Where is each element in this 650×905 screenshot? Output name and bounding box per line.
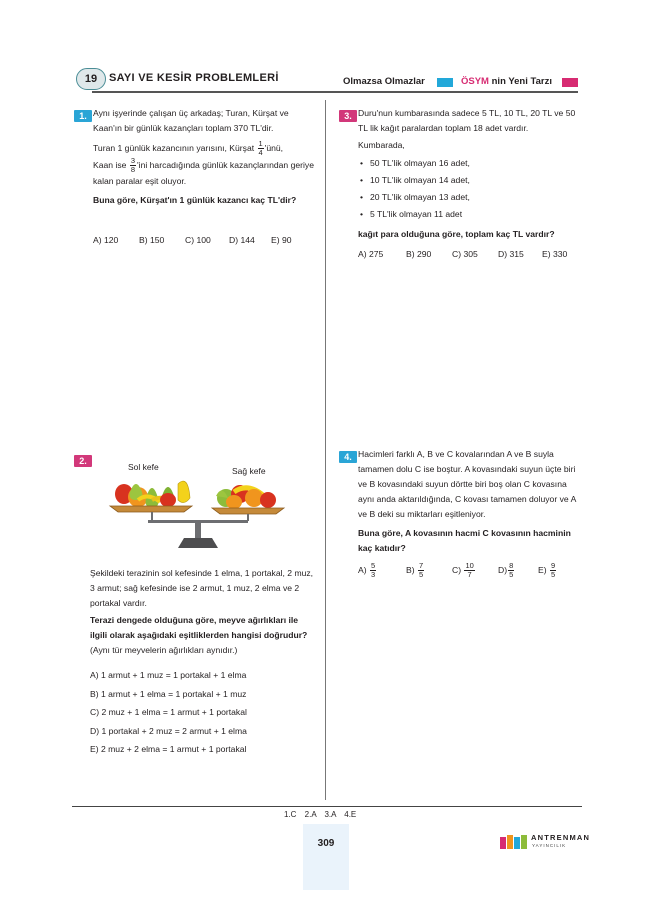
q3-bullet-list (358, 155, 580, 223)
q3-text-2: Kumbarada, (358, 140, 405, 150)
q1-fraction-2 (130, 157, 136, 174)
question-number-1: 1. (74, 110, 92, 122)
choice-b[interactable]: B) 1 armut + 1 elma = 1 portakal + 1 muz (90, 688, 247, 699)
choice-letter: D) (498, 564, 508, 575)
frac-den: 7 (467, 570, 472, 579)
choice-fraction (464, 562, 474, 579)
choice-d[interactable] (498, 562, 538, 579)
choice-d[interactable]: D) 1 portakal + 2 muz = 2 armut + 1 elma (90, 725, 247, 736)
frac-num: 3 (130, 156, 136, 165)
osym-rest: nin Yeni Tarzı (488, 76, 552, 87)
q1-text-2 (93, 140, 315, 189)
q4-question: Buna göre, A kovasının hacmi C kovasının hacminin kaç katıdır? (358, 528, 571, 553)
q3-question: kağıt para olduğuna göre, toplam kaç TL vardır? (358, 229, 555, 239)
choice-fraction (418, 562, 424, 579)
choice-fraction (370, 562, 376, 579)
q1-text-2c: Kaan ise (93, 159, 127, 170)
q1-fraction-1 (258, 140, 264, 157)
frac-den: 4 (258, 148, 263, 157)
frac-num: 9 (550, 561, 556, 570)
frac-num: 8 (509, 561, 514, 570)
q2-question (90, 613, 316, 658)
q4-text-1: Hacimleri farklı A, B ve C kovalarından A ve B suyla tamamen dolu C ise boştur. A kovasındaki suyun üçte biri ve B kovasındaki suyun dörtte biri boş olan C kovasına aynı anda aktarıldığında, C kovası tamamen doluyor ve A ve B deki su miktarları eşitleniyor. (358, 449, 576, 519)
q1-choices (93, 235, 311, 245)
choice-c[interactable]: C) 100 (185, 235, 211, 245)
q1-text-2d: 'ini harcadığında günlük kazançlarından geriye kalan paralar eşit oluyor. (93, 159, 314, 186)
choice-e[interactable]: E) 90 (271, 235, 292, 245)
header-rule (92, 91, 578, 93)
choice-b[interactable]: B) 150 (139, 235, 165, 245)
antrenman-logo-icon (500, 833, 530, 853)
choice-d[interactable]: D) 144 (229, 235, 255, 245)
choice-letter: B) (406, 564, 415, 575)
section-title: SAYI VE KESİR PROBLEMLERİ (109, 72, 279, 84)
frac-num: 5 (370, 561, 376, 570)
column-divider (325, 100, 326, 800)
frac-den: 8 (130, 165, 136, 174)
choice-fraction (550, 562, 556, 579)
right-fruits (216, 485, 276, 509)
choice-b[interactable]: B) 290 (406, 249, 432, 259)
question-number-2: 2. (74, 455, 92, 467)
balance-scale-illustration (108, 470, 290, 552)
choice-a[interactable]: A) 275 (358, 249, 384, 259)
footer-rule (72, 806, 582, 807)
choice-c[interactable] (452, 562, 498, 579)
choice-fraction (508, 562, 514, 579)
pink-marker (562, 78, 578, 87)
osym-brand: ÖSYM (461, 76, 489, 87)
header-label-olmazsa: Olmazsa Olmazlar (343, 76, 425, 87)
question-1 (93, 106, 315, 208)
question-number-4: 4. (339, 451, 357, 463)
q3-bullet: • 20 TL'lik olmayan 13 adet, (358, 189, 580, 206)
q3-bullet: • 5 TL'lik olmayan 11 adet (358, 206, 580, 223)
q1-text-1: Aynı işyerinde çalışan üç arkadaş; Turan, Kürşat ve Kaan'ın bir günlük kazançları toplam 370 TL'dir. (93, 108, 289, 133)
choice-e[interactable]: E) 330 (542, 249, 568, 259)
frac-den: 5 (550, 570, 556, 579)
header-label-osym (461, 76, 552, 87)
cyan-marker (437, 78, 453, 87)
logo-text: ANTRENMAN (531, 833, 591, 842)
choice-letter: E) (538, 564, 547, 575)
frac-num: 1 (258, 139, 263, 148)
q3-text-1: Duru'nun kumbarasında sadece 5 TL, 10 TL, 20 TL ve 50 TL lik kağıt paralardan toplam 18 adet vardır. (358, 108, 576, 133)
q1-text-2b: 'ünü, (264, 142, 284, 153)
choice-a[interactable]: A) 1 armut + 1 muz = 1 portakal + 1 elma (90, 670, 247, 680)
q2-question-main: Terazi dengede olduğuna göre, meyve ağırlıkları ile ilgili olarak aşağıdaki eşitliklerden hangisi doğrudur? (90, 615, 308, 640)
q1-text-2a: Turan 1 günlük kazancının yarısını, Kürşat (93, 142, 255, 153)
q4-choices (358, 562, 578, 579)
q3-bullet: • 10 TL'lik olmayan 14 adet, (358, 172, 580, 189)
choice-c[interactable]: C) 2 muz + 1 elma = 1 armut + 1 portakal (90, 707, 247, 717)
choice-letter: C) (452, 564, 462, 575)
choice-e[interactable] (538, 562, 578, 579)
frac-den: 3 (370, 570, 376, 579)
q1-question: Buna göre, Kürşat'ın 1 günlük kazancı kaç TL'dir? (93, 195, 297, 205)
choice-b[interactable] (406, 562, 452, 579)
left-pan-label: Sol kefe (128, 462, 159, 472)
q2-note: (Aynı tür meyvelerin ağırlıkları aynıdır.) (90, 645, 238, 655)
q3-bullet: • 50 TL'lik olmayan 16 adet, (358, 155, 580, 172)
logo-subtext: YAYINCILIK (532, 843, 567, 848)
frac-den: 5 (418, 570, 424, 579)
choice-c[interactable]: C) 305 (452, 249, 478, 259)
page-badge: 19 (76, 68, 106, 90)
question-4 (358, 447, 580, 556)
frac-num: 10 (465, 561, 474, 570)
q2-choices (90, 666, 247, 759)
page-number: 309 (317, 838, 335, 849)
question-number-3: 3. (339, 110, 357, 122)
choice-e[interactable]: E) 2 muz + 2 elma = 1 armut + 1 portakal (90, 744, 247, 754)
question-3 (358, 106, 580, 242)
choice-a[interactable] (358, 562, 406, 579)
choice-a[interactable]: A) 120 (93, 235, 119, 245)
right-pan-label: Sağ kefe (232, 466, 266, 476)
page-number-box (303, 824, 349, 890)
answer-key: 1.C 2.A 3.A 4.E (284, 810, 357, 819)
question-2 (90, 566, 316, 658)
frac-num: 7 (418, 561, 424, 570)
choice-d[interactable]: D) 315 (498, 249, 524, 259)
choice-letter: A) (358, 564, 367, 575)
q2-text-1: Şekildeki terazinin sol kefesinde 1 elma, 1 portakal, 2 muz, 3 armut; sağ kefesinde ise 2 armut, 1 muz, 2 elma ve 2 portakal vardır. (90, 568, 314, 608)
left-fruits (115, 481, 190, 508)
frac-den: 5 (509, 570, 514, 579)
q3-choices (358, 249, 582, 259)
